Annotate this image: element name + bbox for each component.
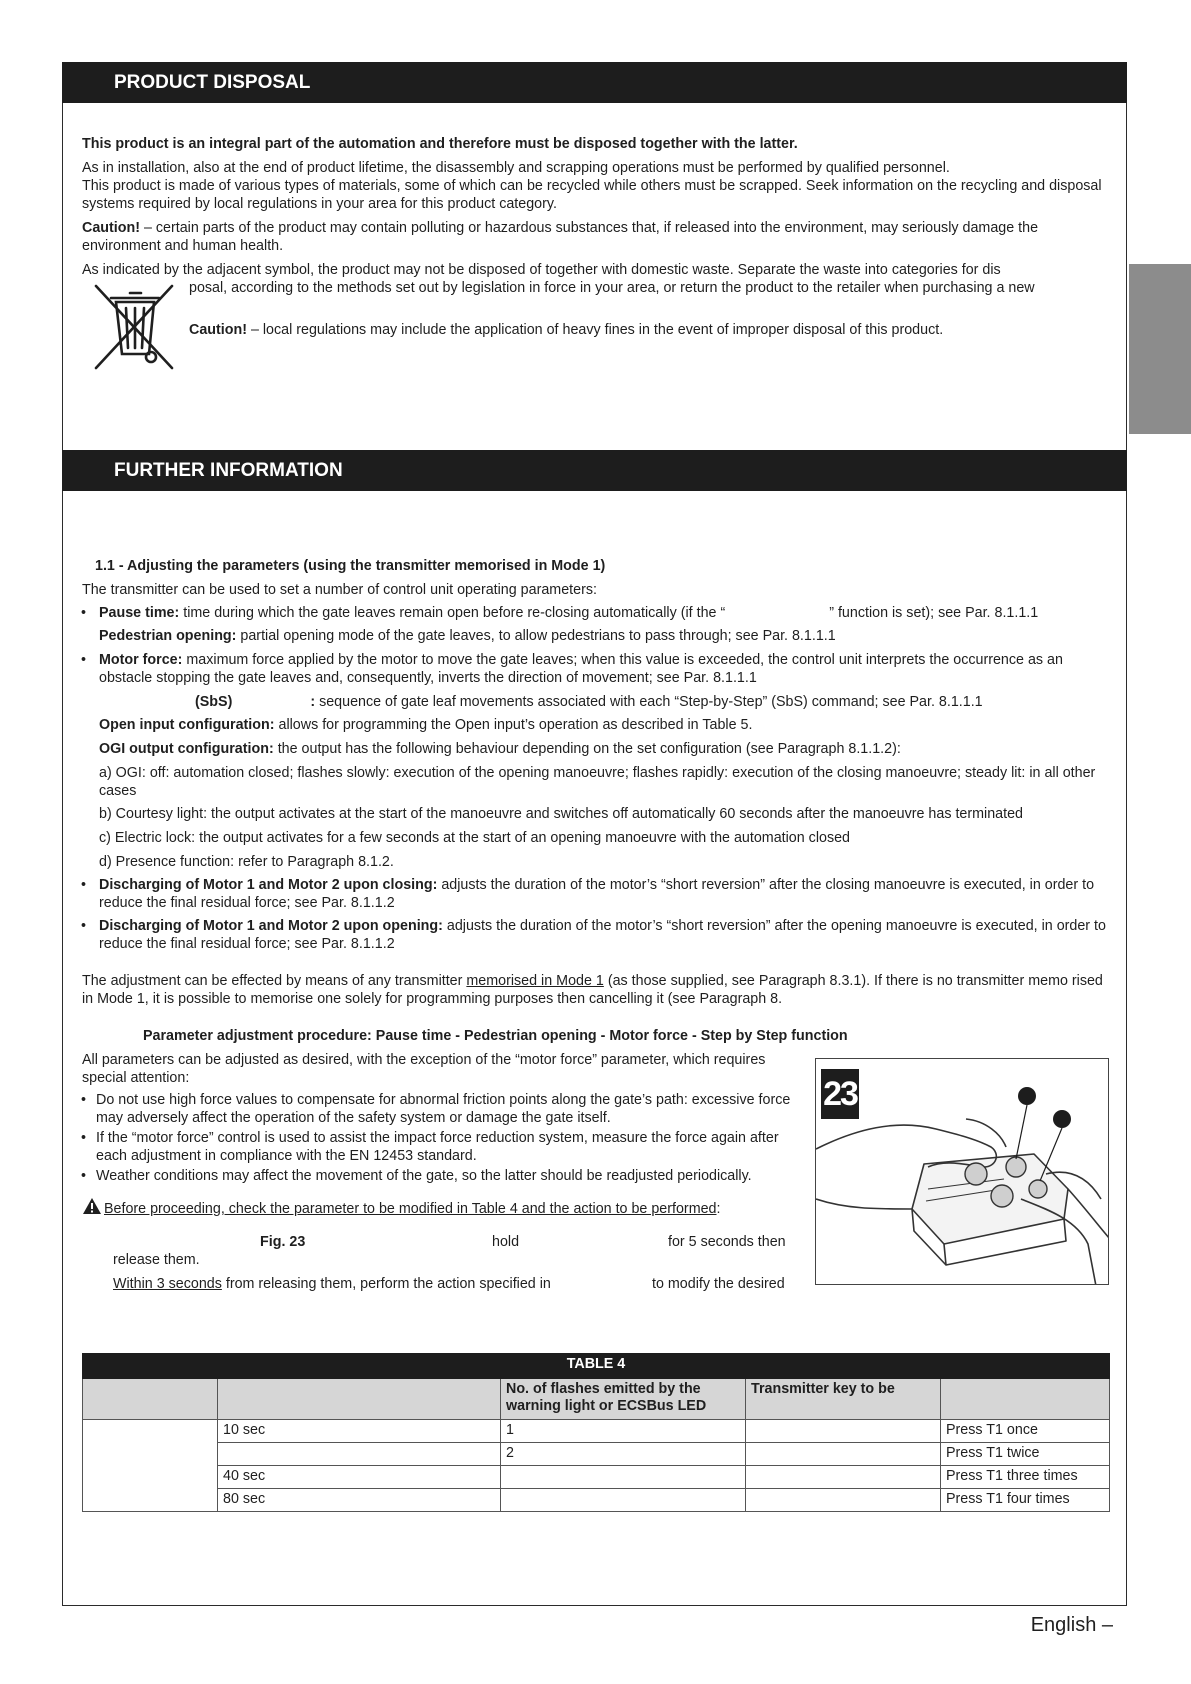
adj-text: The adjustment can be effected by means of any transmitter: [82, 973, 467, 989]
ogi-option-d: d) Presence function: refer to Paragraph 8.1.2.: [99, 854, 394, 870]
table-cell: Press T1 once: [941, 1420, 1110, 1443]
param-text: sequence of gate leaf movements associated with each “Step-by-Step” (SbS) command; see Par. 8.1.1.1: [315, 694, 983, 710]
ogi-option-c: c) Electric lock: the output activates for a few seconds at the start of an opening manoeuvre with the automation closed: [99, 830, 850, 846]
disposal-caution-2: [189, 321, 1114, 339]
bullet: •: [81, 918, 87, 934]
bullet: •: [81, 652, 87, 668]
table-header-cell: [218, 1379, 501, 1420]
param-text: ” function is set); see Par. 8.1.1.1: [829, 605, 1039, 621]
table-row: [83, 1443, 1110, 1466]
bullet: •: [81, 1130, 87, 1146]
step-release: release them.: [113, 1252, 200, 1268]
param-pedestrian: [99, 627, 1112, 645]
caution-text: – local regulations may include the application of heavy fines in the event of improper disposal of this product.: [246, 322, 944, 338]
param-discharge-closing: [99, 876, 1112, 912]
step-modify: to modify the desired: [652, 1276, 785, 1292]
param-motor-force: [99, 651, 1112, 687]
table-header-row: [83, 1379, 1110, 1420]
param-label: Discharging of Motor 1 and Motor 2 upon closing:: [99, 877, 438, 893]
table-cell: [501, 1466, 746, 1489]
warning-text: Before proceeding, check the parameter to be modified in Table 4 and the action to be performed: [104, 1201, 717, 1217]
table-4: [82, 1353, 1110, 1512]
warning-note: [104, 1200, 804, 1218]
param-text: maximum force applied by the motor to move the gate leaves; when this value is exceeded, the control unit interprets the occurrence as an obstacle stopping the gate leaves and, consequently, inverts the direction of movement; see Par. 8.1.1.1: [99, 652, 1063, 686]
disposal-caution-1: [82, 219, 1112, 255]
table-title: TABLE 4: [83, 1354, 1110, 1379]
table-row: [83, 1420, 1110, 1443]
step-hold: hold: [492, 1234, 520, 1250]
procedure-bullet-1: Do not use high force values to compensate for abnormal friction points along the gate’s path: excessive force may adversely affect the operation of the safety system or damage the gate itself.: [96, 1092, 791, 1126]
table-cell: 80 sec: [218, 1489, 501, 1512]
table-cell: [746, 1420, 941, 1443]
table-header-cell: [941, 1379, 1110, 1420]
table-cell: 40 sec: [218, 1466, 501, 1489]
param-text: adjusts the duration of the motor’s “short reversion” after the closing manoeuvre is executed, in order to reduce the final residual force; see Par. 8.1.1.2: [99, 877, 1095, 911]
adj-underlined: memorised in Mode 1: [466, 973, 604, 989]
disposal-p2: As in installation, also at the end of product lifetime, the disassembly and scrapping operations must be performed by qualified personnel.: [82, 160, 950, 176]
table-cell: [83, 1420, 218, 1512]
param-pause-time: [99, 604, 1112, 622]
param-label: Motor force:: [99, 652, 183, 668]
bullet: •: [81, 605, 87, 621]
step-text: from releasing them, perform the action specified in: [221, 1276, 551, 1292]
warning-colon: :: [716, 1201, 721, 1217]
param-label: OGI output configuration:: [99, 741, 274, 757]
disposal-lead: This product is an integral part of the automation and therefore must be disposed together with the latter.: [82, 136, 798, 152]
procedure-bullet-3: Weather conditions may affect the movement of the gate, so the latter should be readjusted periodically.: [96, 1168, 752, 1184]
table-header-cell: [83, 1379, 218, 1420]
param-label: Pedestrian opening:: [99, 628, 237, 644]
table-cell: 1: [501, 1420, 746, 1443]
table-header-cell: Transmitter key to be: [746, 1379, 941, 1420]
param-label: Discharging of Motor 1 and Motor 2 upon opening:: [99, 918, 443, 934]
param-text: partial opening mode of the gate leaves, to allow pedestrians to pass through; see Par. 8.1.1.1: [236, 628, 836, 644]
table-cell: 10 sec: [218, 1420, 501, 1443]
table-cell: [746, 1466, 941, 1489]
param-sbs: [195, 693, 1115, 711]
caution-label: Caution!: [189, 322, 247, 338]
page-footer-language: English –: [1030, 1614, 1113, 1636]
param-open-input: [99, 716, 1112, 734]
procedure-intro: All parameters can be adjusted as desired, with the exception of the “motor force” parameter, which requires special attention:: [82, 1052, 766, 1086]
param-colon: :: [310, 694, 316, 710]
crossed-out-bin-icon: [94, 284, 176, 370]
bullet: •: [81, 1168, 87, 1184]
further-intro: The transmitter can be used to set a number of control unit operating parameters:: [82, 582, 597, 598]
section-banner-disposal: PRODUCT DISPOSAL: [62, 62, 1127, 103]
param-label: (SbS): [195, 694, 233, 710]
param-text: time during which the gate leaves remain open before re-closing automatically (if the “: [179, 605, 726, 621]
bullet: •: [81, 877, 87, 893]
side-tab: [1129, 264, 1191, 434]
param-ogi-output: [99, 740, 1112, 758]
table-cell: [501, 1489, 746, 1512]
table-cell: Press T1 three times: [941, 1466, 1110, 1489]
param-text: adjusts the duration of the motor’s “short reversion” after the opening manoeuvre is executed, in order to reduce the final residual force; see Par. 8.1.1.2: [99, 918, 1106, 952]
ogi-option-a: a) OGI: off: automation closed; flashes slowly: execution of the opening manoeuvre; flashes rapidly: execution of the closing manoeuvre; steady lit: in all other cases: [99, 765, 1096, 799]
step-within: [113, 1275, 551, 1293]
adj-text: (as those supplied, see Paragraph 8.3.1). If there is no transmitter memo rised in Mode 1, it is possible to memorise one solely for programming purposes then cancelling it (see Paragraph 8.: [82, 973, 1103, 1007]
procedure-heading: Parameter adjustment procedure: Pause time - Pedestrian opening - Motor force - Step by Step function: [143, 1028, 848, 1044]
transmitter-hand-illustration: [816, 1059, 1109, 1285]
procedure-bullet-2: If the “motor force” control is used to assist the impact force reduction system, measure the force again after each adjustment in compliance with the EN 12453 standard.: [96, 1130, 779, 1164]
figure-number: 23: [821, 1069, 859, 1119]
bullet: •: [81, 1092, 87, 1108]
param-text: the output has the following behaviour depending on the set configuration (see Paragraph 8.1.1.2):: [273, 741, 901, 757]
table-header-cell: No. of flashes emitted by the warning light or ECSBus LED: [501, 1379, 746, 1420]
disposal-p5b: posal, according to the methods set out by legislation in force in your area, or return the product to the retailer when purchasing a new: [189, 280, 1035, 296]
warning-icon: [82, 1197, 102, 1215]
disposal-p3: This product is made of various types of materials, some of which can be recycled while others must be scrapped. Seek information on the recycling and disposal systems required by local regulations in your area for this product category.: [82, 178, 1102, 212]
table-cell: [218, 1443, 501, 1466]
subsection-heading: 1.1 - Adjusting the parameters (using the transmitter memorised in Mode 1): [95, 558, 606, 574]
param-label: Pause time:: [99, 605, 180, 621]
step-five-seconds: for 5 seconds then: [668, 1234, 786, 1250]
table-cell: Press T1 four times: [941, 1489, 1110, 1512]
table-cell: [746, 1489, 941, 1512]
param-label: Open input configuration:: [99, 717, 275, 733]
param-text: allows for programming the Open input’s operation as described in Table 5.: [274, 717, 753, 733]
table-cell: [746, 1443, 941, 1466]
table-row: [83, 1466, 1110, 1489]
table-cell: 2: [501, 1443, 746, 1466]
param-discharge-opening: [99, 917, 1112, 953]
step-fig-ref: Fig. 23: [260, 1234, 306, 1250]
section-banner-further: FURTHER INFORMATION: [62, 450, 1127, 491]
disposal-p5a: As indicated by the adjacent symbol, the product may not be disposed of together with domestic waste. Separate the waste into categories for dis: [82, 262, 1001, 278]
caution-label: Caution!: [82, 220, 140, 236]
adjustment-note: [82, 972, 1112, 1008]
table-row: [83, 1489, 1110, 1512]
ogi-option-b: b) Courtesy light: the output activates at the start of the manoeuvre and switches off automatically 60 seconds after the manoeuvre has terminated: [99, 806, 1023, 822]
caution-text: – certain parts of the product may contain polluting or hazardous substances that, if released into the environment, may seriously damage the environment and human health.: [82, 220, 1039, 254]
figure-23: [815, 1058, 1109, 1285]
table-cell: Press T1 twice: [941, 1443, 1110, 1466]
step-underlined: Within 3 seconds: [113, 1276, 222, 1292]
